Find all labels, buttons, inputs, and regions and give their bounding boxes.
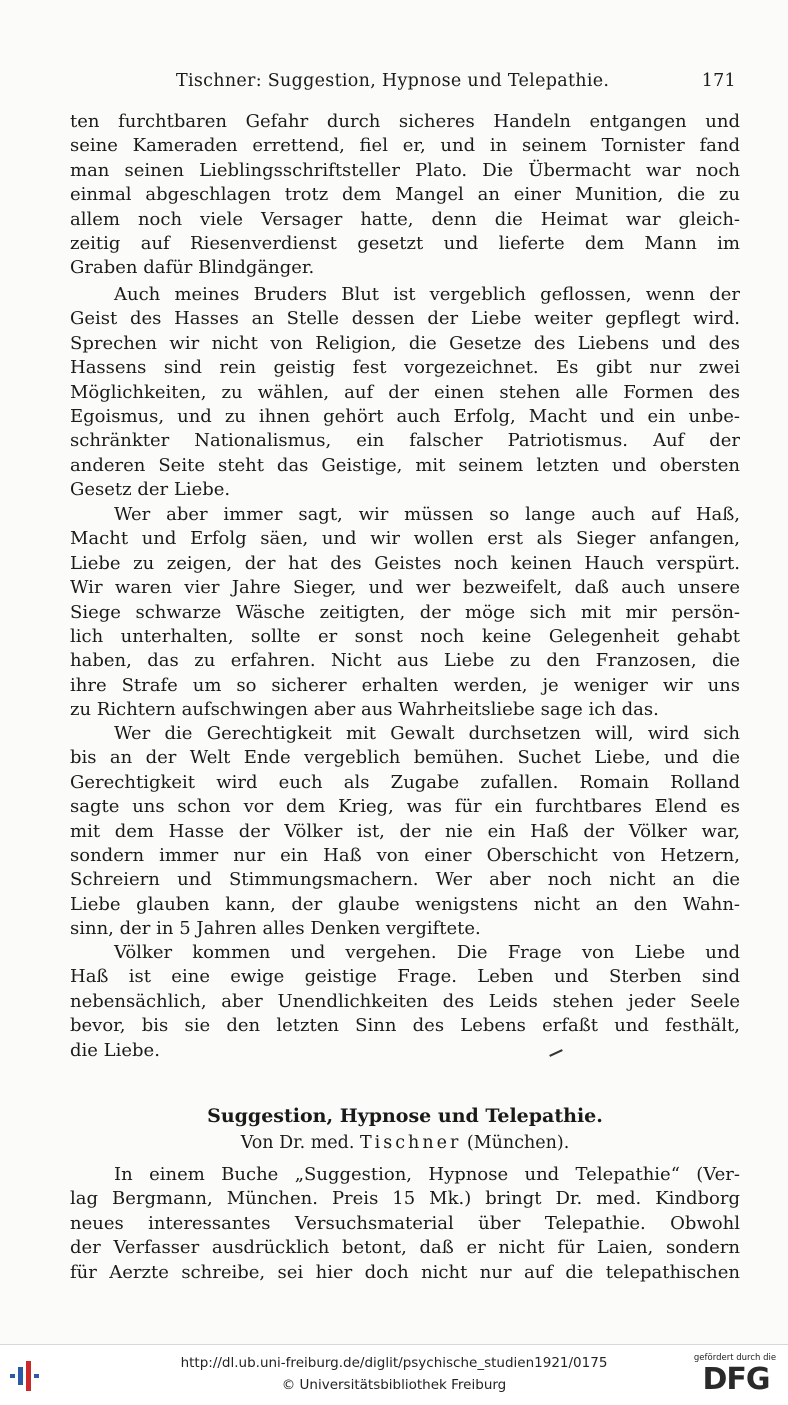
text-line: zu Richtern aufschwingen aber aus Wahrheitsliebe sage ich das. [70,699,659,721]
text-line: der Verfasser ausdrücklich betont, daß er nicht für Laien, sondern [70,1237,740,1259]
text-line: Völker kommen und vergehen. Die Frage von Liebe und [114,942,740,963]
text-line: In einem Buche „Suggestion, Hypnose und Telepathie“ (Ver- [114,1164,740,1185]
text-line: ten furchtbaren Gefahr durch sicheres Handeln entgangen und [70,111,740,132]
paragraph-4 [70,722,740,942]
text-line: Geist des Hasses an Stelle dessen der Liebe weiter gepflegt wird. [70,308,740,330]
article-paragraph [70,1163,740,1285]
article-byline [70,1130,740,1156]
byline-suffix: (München). [466,1133,570,1153]
paragraph-1 [70,110,740,281]
text-line: ihre Strafe um so sicherer erhalten werden, je weniger wir uns [70,674,740,696]
text-line: die Liebe. [70,1039,160,1061]
permalink-link[interactable]: http://dl.ub.uni-freiburg.de/diglit/psychische_studien1921/0175 [180,1355,608,1371]
text-line: schränkter Nationalismus, ein falscher Patriotismus. Auf der [70,430,740,452]
text-line: anderen Seite steht das Geistige, mit seinem letzten und obersten [70,454,740,476]
byline-author: Tischner [360,1133,462,1153]
text-line: Wer die Gerechtigkeit mit Gewalt durchsetzen will, wird sich [114,723,740,744]
text-line: haben, das zu erfahren. Nicht aus Liebe zu den Franzosen, die [70,650,740,672]
text-line: einmal abgeschlagen trotz dem Mangel an einer Munition, die zu [70,184,740,206]
text-line: Liebe glauben kann, der glaube wenigstens nicht an den Wahn- [70,893,740,915]
running-header [68,68,740,94]
text-line: Siege schwarze Wäsche zeitigten, der möge sich mit mir persön- [70,601,740,623]
text-line: Liebe zu zeigen, der hat des Geistes noch keinen Hauch verspürt. [70,552,740,574]
text-line: lich unterhalten, sollte er sonst noch keine Gelegenheit gehabt [70,626,740,648]
text-line: Wer aber immer sagt, wir müssen so lange auch auf Haß, [114,504,740,525]
text-line: für Aerzte schreibe, sei hier doch nicht nur auf die telepathischen [70,1261,740,1283]
byline-prefix: Von Dr. med. [240,1133,355,1153]
text-line: neues interessantes Versuchsmaterial über Telepathie. Obwohl [70,1212,740,1234]
text-line: bis an der Welt Ende vergeblich bemühen. Suchet Liebe, und die [70,747,740,769]
text-line: Macht und Erfolg säen, und wir wollen erst als Sieger anfangen, [70,528,740,550]
text-line: mit dem Hasse der Völker ist, der nie ein Haß der Völker war, [70,820,740,842]
text-line: Gerechtigkeit wird euch als Zugabe zufallen. Romain Rolland [70,771,740,793]
text-line: Graben dafür Blindgänger. [70,257,315,279]
text-line: sinn, der in 5 Jahren alles Denken vergiftete. [70,918,481,940]
text-line: Sprechen wir nicht von Religion, die Gesetze des Liebens und des [70,332,740,354]
page-number: 171 [701,71,736,91]
article-heading: Suggestion, Hypnose und Telepathie. [207,1105,603,1127]
text-line: sondern immer nur ein Haß von einer Oberschicht von Hetzern, [70,845,740,867]
paragraph-3 [70,503,740,723]
dfg-tagline: gefördert durch die [693,1353,777,1363]
footer-bar [0,1344,788,1405]
paragraph-2 [70,283,740,503]
text-line: bevor, bis sie den letzten Sinn des Lebens erfaßt und festhält, [70,1015,740,1037]
text-line: sagte uns schon vor dem Krieg, was für ein furchtbares Elend es [70,796,740,818]
text-line: zeitig auf Riesenverdienst gesetzt und lieferte dem Mann im [70,233,740,255]
text-line: Gesetz der Liebe. [70,479,231,501]
text-line: lag Bergmann, München. Preis 15 Mk.) bringt Dr. med. Kindborg [70,1188,740,1210]
text-line: Wir waren vier Jahre Sieger, und wer bezweifelt, daß auch unsere [70,577,740,599]
text-line: seine Kameraden errettend, fiel er, und in seinem Tornister fand [70,135,740,157]
text-line: Egoismus, und zu ihnen gehört auch Erfolg, Macht und ein unbe- [70,406,740,428]
copyright-text: © Universitätsbibliothek Freiburg [281,1377,507,1393]
text-line: Auch meines Bruders Blut ist vergeblich geflossen, wenn der [114,284,740,305]
running-title: Tischner: Suggestion, Hypnose und Telepathie. [176,71,610,91]
text-line: allem noch viele Versager hatte, denn die Heimat war gleich- [70,208,740,230]
text-line: Möglichkeiten, zu wählen, auf der einen stehen alle Formen des [70,381,740,403]
text-line: Haß ist eine ewige geistige Frage. Leben und Sterben sind [70,966,740,988]
text-line: nebensächlich, aber Unendlichkeiten des Leids stehen jeder Seele [70,990,740,1012]
text-line: Schreiern und Stimmungsmachern. Wer aber noch nicht an die [70,869,740,891]
paragraph-5 [70,941,740,1063]
text-line: man seinen Lieblingsschriftsteller Plato. Die Übermacht war noch [70,159,740,181]
dfg-wordmark: DFG [702,1362,770,1397]
dfg-logo[interactable] [690,1353,780,1399]
text-line: Hassens sind rein geistig fest vorgezeichnet. Es gibt nur zwei [70,357,740,379]
